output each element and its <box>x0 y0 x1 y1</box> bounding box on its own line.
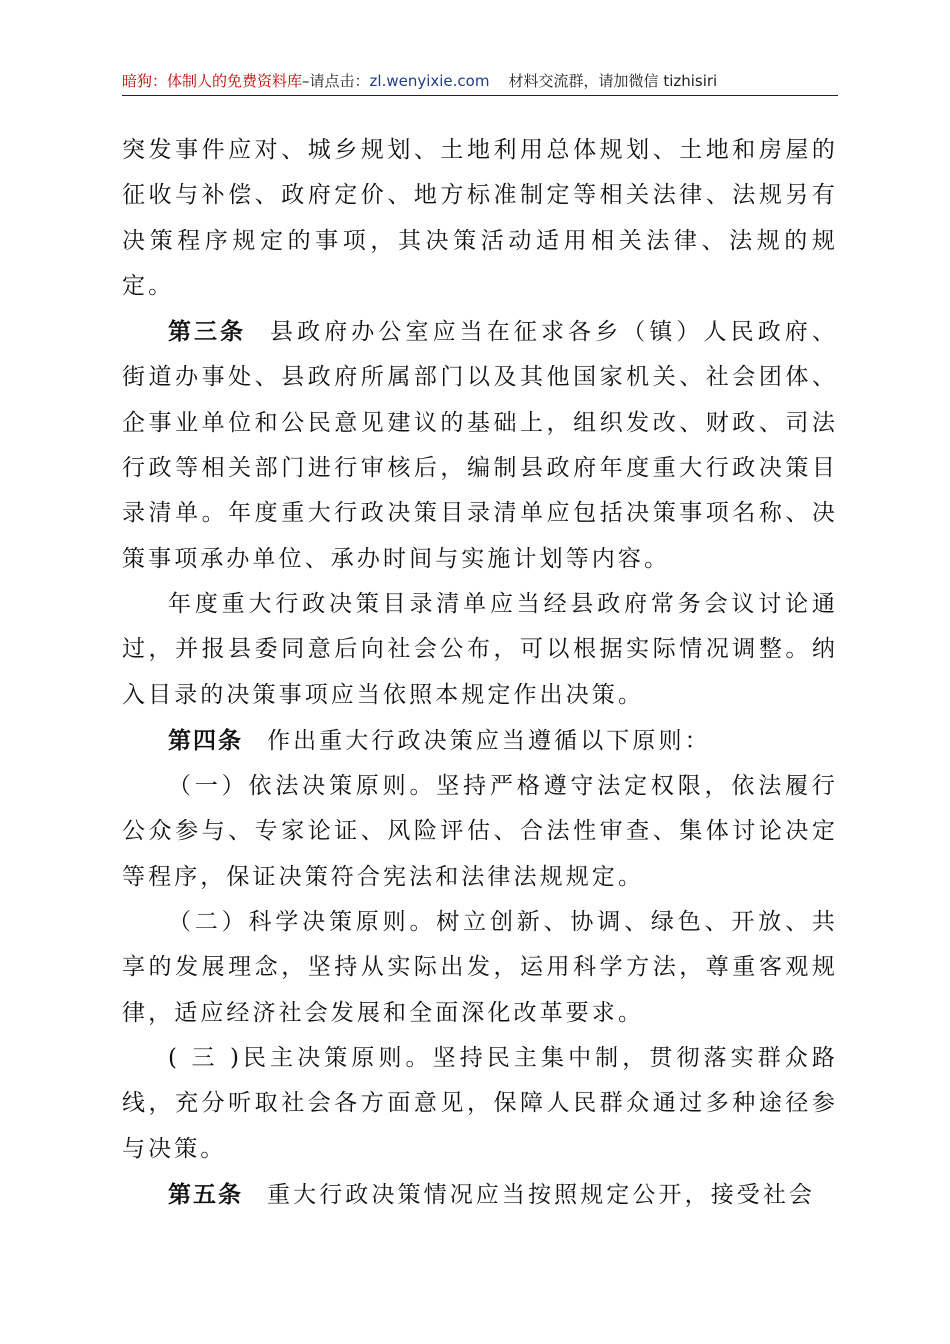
paragraph-article-4 <box>122 718 838 764</box>
header-url-link[interactable]: zl.wenyixie.com <box>369 72 490 90</box>
page-header <box>122 68 838 94</box>
paragraph-3 <box>122 582 838 718</box>
paragraph-text: 县政府办公室应当在征求各乡（镇）人民政府、街道办事处、县政府所属部门以及其他国家机关、社会团体、企事业单位和公民意见建议的基础上，组织发改、财政、司法行政等相关部门进行审核后，编制县政府年度重大行政决策目录清单。年度重大行政决策目录清单应包括决策事项名称、决策事项承办单位、承办时间与实施计划等内容。 <box>122 319 839 572</box>
paragraph-principle-1 <box>122 764 838 900</box>
header-divider <box>122 95 838 96</box>
paragraph-text: ( 三 )民主决策原则。坚持民主集中制，贯彻落实群众路线，充分听取社会各方面意见，保障人民群众通过多种途径参与决策。 <box>122 1044 838 1162</box>
header-click-prompt: –请点击： <box>302 72 370 90</box>
article-number: 第三条 <box>168 318 246 346</box>
paragraph-1 <box>122 128 838 309</box>
paragraph-principle-3 <box>122 1036 838 1172</box>
paragraph-text: 年度重大行政决策目录清单应当经县政府常务会议讨论通过，并报县委同意后向社会公布，可以根据实际情况调整。纳入目录的决策事项应当依照本规定作出决策。 <box>122 590 838 708</box>
paragraph-text: 突发事件应对、城乡规划、土地利用总体规划、土地和房屋的征收与补偿、政府定价、地方标准制定等相关法律、法规另有决策程序规定的事项，其决策活动适用相关法律、法规的规定。 <box>122 137 838 299</box>
paragraph-text: 作出重大行政决策应当遵循以下原则： <box>267 727 711 754</box>
document-body <box>122 128 838 1218</box>
paragraph-text: （二）科学决策原则。树立创新、协调、绿色、开放、共享的发展理念，坚持从实际出发，运用科学方法，尊重客观规律，适应经济社会发展和全面深化改革要求。 <box>122 909 838 1026</box>
paragraph-article-3 <box>122 309 838 582</box>
paragraph-article-5 <box>122 1172 838 1218</box>
article-number: 第五条 <box>168 1180 243 1208</box>
header-group-note: 材料交流群，请加微信 tizhisiri <box>508 72 718 90</box>
header-site-name: 暗狗：体制人的免费资料库 <box>122 72 303 90</box>
paragraph-text: 重大行政决策情况应当按照规定公开，接受社会 <box>267 1181 816 1208</box>
article-number: 第四条 <box>168 726 243 754</box>
paragraph-principle-2 <box>122 900 838 1036</box>
paragraph-text: （一）依法决策原则。坚持严格遵守法定权限，依法履行公众参与、专家论证、风险评估、合法性审查、集体讨论决定等程序，保证决策符合宪法和法律法规规定。 <box>122 773 838 890</box>
